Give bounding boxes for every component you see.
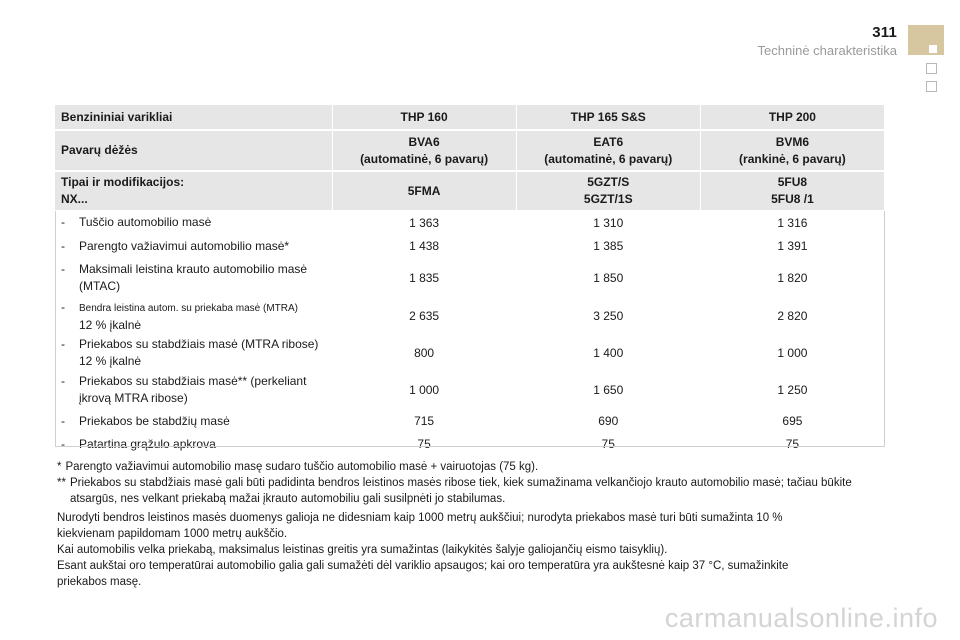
footnote-text: Priekabos su stabdžiais masė gali būti padidinta bendros leistinos masės ribose tiek, kiek sumažinama velkančiojo krauto automobilio masė; tačiau būkite atsargūs, nes velkant priekabą mažai įkrauto automobiliu gali susilpnėti jo stabilumas. <box>69 477 852 505</box>
row-value: 75 <box>332 433 516 455</box>
row-value: 1 650 <box>516 371 700 409</box>
row-value: 1 000 <box>700 335 884 371</box>
row-value: 1 000 <box>332 371 516 409</box>
column-header-thp160: THP 160 <box>332 105 516 130</box>
column-header-thp200: THP 200 <box>700 105 884 130</box>
row-value: 695 <box>700 409 884 433</box>
row-value: 1 385 <box>516 233 700 259</box>
row-dash: - <box>61 436 65 451</box>
row-label: Priekabos su stabdžiais masė (MTRA ribose) 12 % įkalnė <box>79 337 319 368</box>
row-value: 3 250 <box>516 297 700 335</box>
column-header-engines: Benzininiai varikliai <box>55 105 332 130</box>
row-label: Priekabos be stabdžių masė <box>79 413 230 428</box>
row-value: 1 363 <box>332 211 516 233</box>
row-label-extra: 12 % įkalnė <box>79 317 142 332</box>
row-value: 690 <box>516 409 700 433</box>
watermark: carmanualsonline.info <box>664 603 938 633</box>
row-dash: - <box>61 215 65 229</box>
page-number: 311 <box>872 24 897 41</box>
chapter-tab <box>908 25 944 55</box>
table-header-row <box>55 105 885 130</box>
footnote <box>57 475 887 507</box>
row-label: Parengto važiavimui automobilio masė* <box>79 238 290 253</box>
row-label: Bendra leistina autom. su priekaba masė (MTRA) <box>79 302 298 314</box>
row-value: 1 250 <box>700 371 884 409</box>
table-body-border <box>55 211 885 447</box>
row-dash: - <box>61 262 65 276</box>
chapter-tab-box-2 <box>926 81 937 92</box>
row-label: Tuščio automobilio masė <box>79 215 212 229</box>
row-value: 1 310 <box>516 211 700 233</box>
gearbox-row <box>55 130 885 171</box>
row-value: 800 <box>332 335 516 371</box>
row-value: 2 820 <box>700 297 884 335</box>
row-value: 1 400 <box>516 335 700 371</box>
types-value: 5FU8 5FU8 /1 <box>700 171 884 211</box>
row-value: 715 <box>332 409 516 433</box>
row-value: 75 <box>700 433 884 455</box>
gearbox-label: Pavarų dėžės <box>55 130 332 171</box>
gearbox-value: BVA6 (automatinė, 6 pavarų) <box>332 130 516 171</box>
row-dash: - <box>61 238 65 253</box>
section-title: Techninė charakteristika <box>757 43 897 58</box>
row-value: 2 635 <box>332 297 516 335</box>
row-dash: - <box>61 374 65 388</box>
row-dash: - <box>61 337 65 351</box>
gearbox-value: BVM6 (rankinė, 6 pavarų) <box>700 130 884 171</box>
footnote-mark: ** <box>57 477 66 489</box>
row-value: 75 <box>516 433 700 455</box>
footnote-text: Parengto važiavimui automobilio masę sudaro tuščio automobilio masė + vairuotojas (75 kg). <box>65 461 539 473</box>
notes-section <box>57 459 887 590</box>
types-value: 5GZT/S 5GZT/1S <box>516 171 700 211</box>
row-value: 1 850 <box>516 259 700 297</box>
row-value: 1 316 <box>700 211 884 233</box>
footnote-mark: * <box>57 461 62 473</box>
row-label: Priekabos su stabdžiais masė** (perkeliant įkrovą MTRA ribose) <box>79 374 307 405</box>
types-row <box>55 171 885 211</box>
footnote <box>57 459 887 475</box>
row-value: 1 820 <box>700 259 884 297</box>
row-label: Maksimali leistina krauto automobilio masė (MTAC) <box>79 262 308 293</box>
column-header-thp165: THP 165 S&S <box>516 105 700 130</box>
row-label: Patartina grąžulo apkrova <box>79 436 216 451</box>
gearbox-value: EAT6 (automatinė, 6 pavarų) <box>516 130 700 171</box>
row-value: 1 835 <box>332 259 516 297</box>
chapter-tab-box-1 <box>926 63 937 74</box>
notes-paragraph: Nurodyti bendros leistinos masės duomenys galioja ne didesniam kaip 1000 metrų aukščiui; nurodyta priekabos masė turi būti sumažinta 10 % kiekvienam papildomam 1000 metrų aukščio. Kai automobilis velka priekabą, maksimalus leistinas greitis yra sumažintas (laikykitės šalyje galiojančių eismo taisyklių). Esant aukštai oro temperatūrai automobilio galia gali sumažėti dėl variklio apsaugos; kai oro temperatūra yra aukštesnė kaip 37 °C, sumažinkite priekabos masę. <box>57 512 789 588</box>
row-value: 1 438 <box>332 233 516 259</box>
row-dash: - <box>61 413 65 428</box>
row-dash: - <box>61 299 65 314</box>
chapter-tab-marker <box>929 45 937 53</box>
row-value: 1 391 <box>700 233 884 259</box>
types-label: Tipai ir modifikacijos: NX... <box>55 171 332 211</box>
types-value: 5FMA <box>332 171 516 211</box>
